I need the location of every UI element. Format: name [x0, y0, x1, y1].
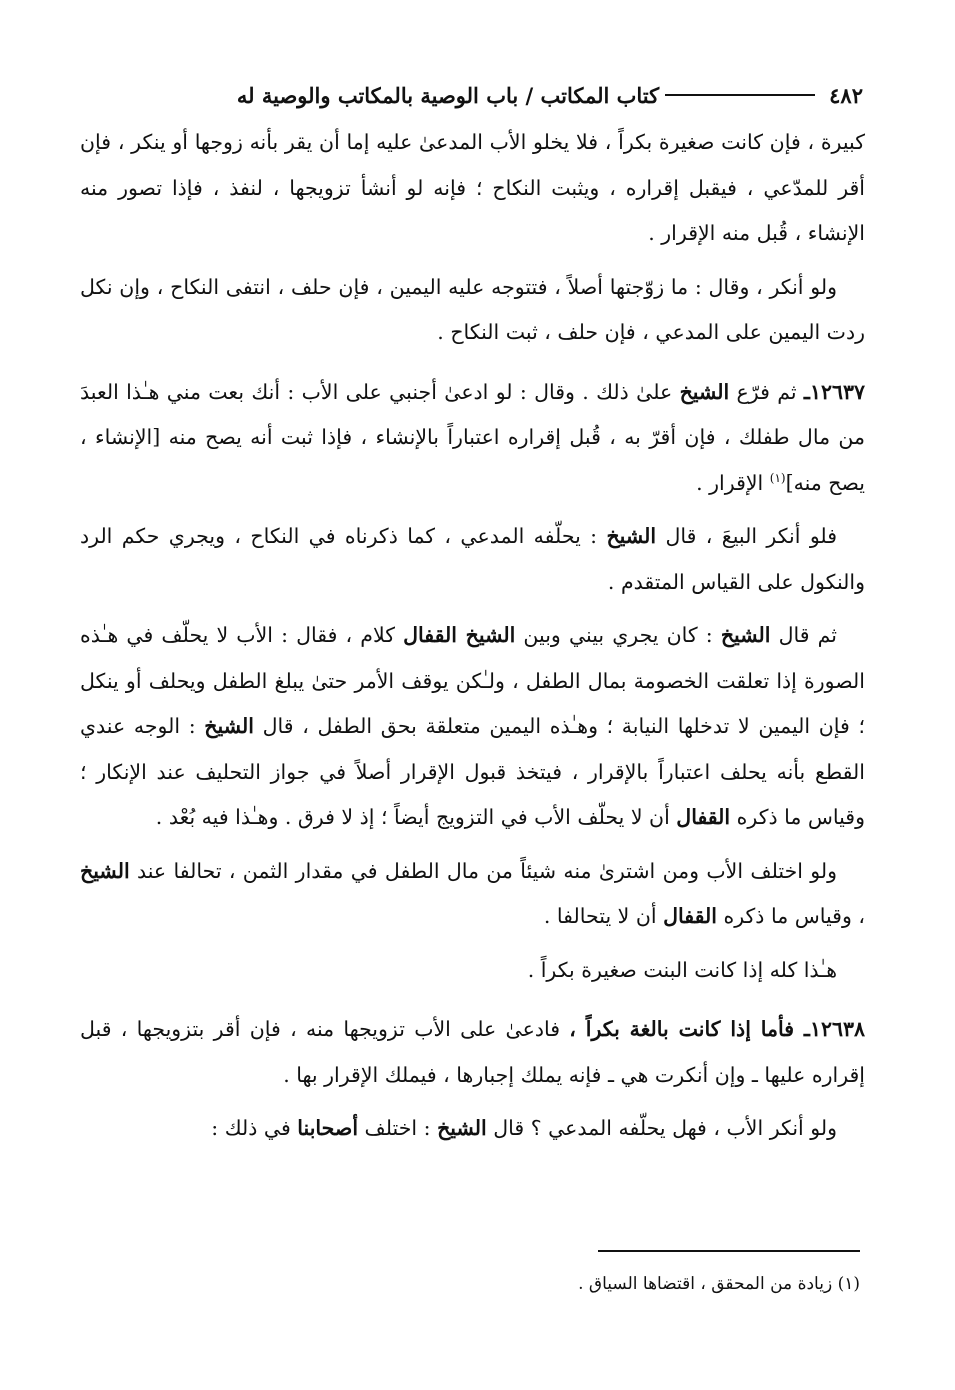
- paragraph-8: ١٢٦٣٨ـ فأما إذا كانت بالغة بكراً ، فادعىٰ على الأب تزويجها منه ، فإن أقر بتزويجها ، قبل إقراره عليها ـ وإن أنكرت هي ـ فإنه يملك إجبارها ، فيملك الإقرار بها .: [80, 1017, 865, 1087]
- name-ashab: أصحابنا: [297, 1116, 359, 1140]
- page-number: ٤٨٢: [829, 82, 863, 108]
- paragraph-2: ولو أنكر ، وقال : ما زوّجتها أصلاً ، فتتوجه عليه اليمين ، فإن حلف ، انتفى النكاح ، وإن نكل ردت اليمين على المدعي ، فإن حلف ، ثبت النكاح .: [80, 274, 865, 344]
- name-shaykh: الشيخ: [437, 1116, 487, 1140]
- footnote-rule: [598, 1250, 860, 1252]
- paragraph-6: ولو اختلف الأب ومن اشترىٰ منه شيئاً من مال الطفل في مقدار الثمن ، تحالفا عند الشيخ ، وقياس ما ذكره القفال أن لا يتحالفا .: [80, 858, 865, 928]
- name-shaykh: الشيخ: [679, 379, 730, 404]
- name-shaykh: الشيخ: [606, 524, 657, 548]
- section-number: ١٢٦٣٨ـ: [803, 1017, 865, 1041]
- name-shaykh: الشيخ: [720, 623, 771, 647]
- paragraph-4: فلو أنكر البيعَ ، قال الشيخ : يحلّفه المدعي ، كما ذكرناه في النكاح ، ويجري حكم الرد والنكول على القياس المتقدم .: [80, 524, 865, 594]
- paragraph-1: كبيرة ، فإن كانت صغيرة بكراً ، فلا يخلو الأب المدعىٰ عليه إما أن يقر بأنه زوجها أو ينكر ، فإن أقر للمدّعي ، فيقبل إقراره ، ويثبت النكاح ؛ فإنه لو أنشأ تزويجها ، لنفذ ، فإذا تصور منه الإنشاء ، قُبل منه الإقرار .: [80, 130, 865, 245]
- footnote: [80, 1270, 860, 1298]
- footnote-marker: (١): [837, 1274, 860, 1294]
- paragraph-5: ثم قال الشيخ : كان يجري بيني وبين الشيخ القفال كلام ، فقال : الأب لا يحلّف في هـٰذه الصورة إذا تعلقت الخصومة بمال الطفل ، ولـٰكن يوقف الأمر حتىٰ يبلغ الطفل ويحلف أو ينكل ؛ فإن اليمين لا تدخلها النيابة ؛ وهـٰذه اليمين متعلقة بحق الطفل ، قال الشيخ : الوجه عندي القطع بأنه يحلف اعتباراً بالإقرار ، فيتخذ قبول الإقرار أصلاً في جواز التحليف عند الإنكار ؛ وقياس ما ذكره القفال أن لا يحلّف الأب في التزويج أيضاً ؛ إذ لا فرق . وهـٰذا فيه بُعْد .: [80, 623, 866, 829]
- footnote-text: زيادة من المحقق ، اقتضاها السياق .: [578, 1274, 833, 1294]
- bold-phrase: فأما إذا كانت بالغة بكراً ،: [569, 1017, 804, 1041]
- paragraph-7: هـٰذا كله إذا كانت البنت صغيرة بكراً .: [527, 957, 837, 982]
- running-title: كتاب المكاتب / باب الوصية بالمكاتب والوصية له: [236, 82, 660, 108]
- name-shaykh-qaffal: الشيخ القفال: [403, 623, 516, 647]
- page-header: [85, 80, 863, 110]
- paragraph-3: ١٢٦٣٧ـ ثم فرّع الشيخ علىٰ ذلك . وقال : لو ادعىٰ أجنبي على الأب : أنك بعت مني هـٰذا العبدَ من مال طفلك ، فإن أقرّ به ، قُبل إقراره اعتباراً بالإنشاء ، فإذا ثبت أنه يصح منه [الإنشاء ، يصح منه]$^{(١)}$ الإقرار .: [80, 379, 865, 495]
- main-text: [80, 120, 865, 1160]
- paragraph-9: ولو أنكر الأب ، فهل يحلّفه المدعي ؟ قال الشيخ : اختلف أصحابنا في ذلك :: [211, 1116, 837, 1140]
- header-rule: [665, 94, 815, 96]
- name-qaffal: القفال: [676, 805, 731, 829]
- name-shaykh: الشيخ: [204, 714, 254, 738]
- section-number: ١٢٦٣٧ـ: [803, 379, 865, 404]
- footnote-reference: (١): [769, 470, 786, 485]
- name-qaffal: القفال: [663, 904, 717, 928]
- name-shaykh: الشيخ: [80, 858, 130, 883]
